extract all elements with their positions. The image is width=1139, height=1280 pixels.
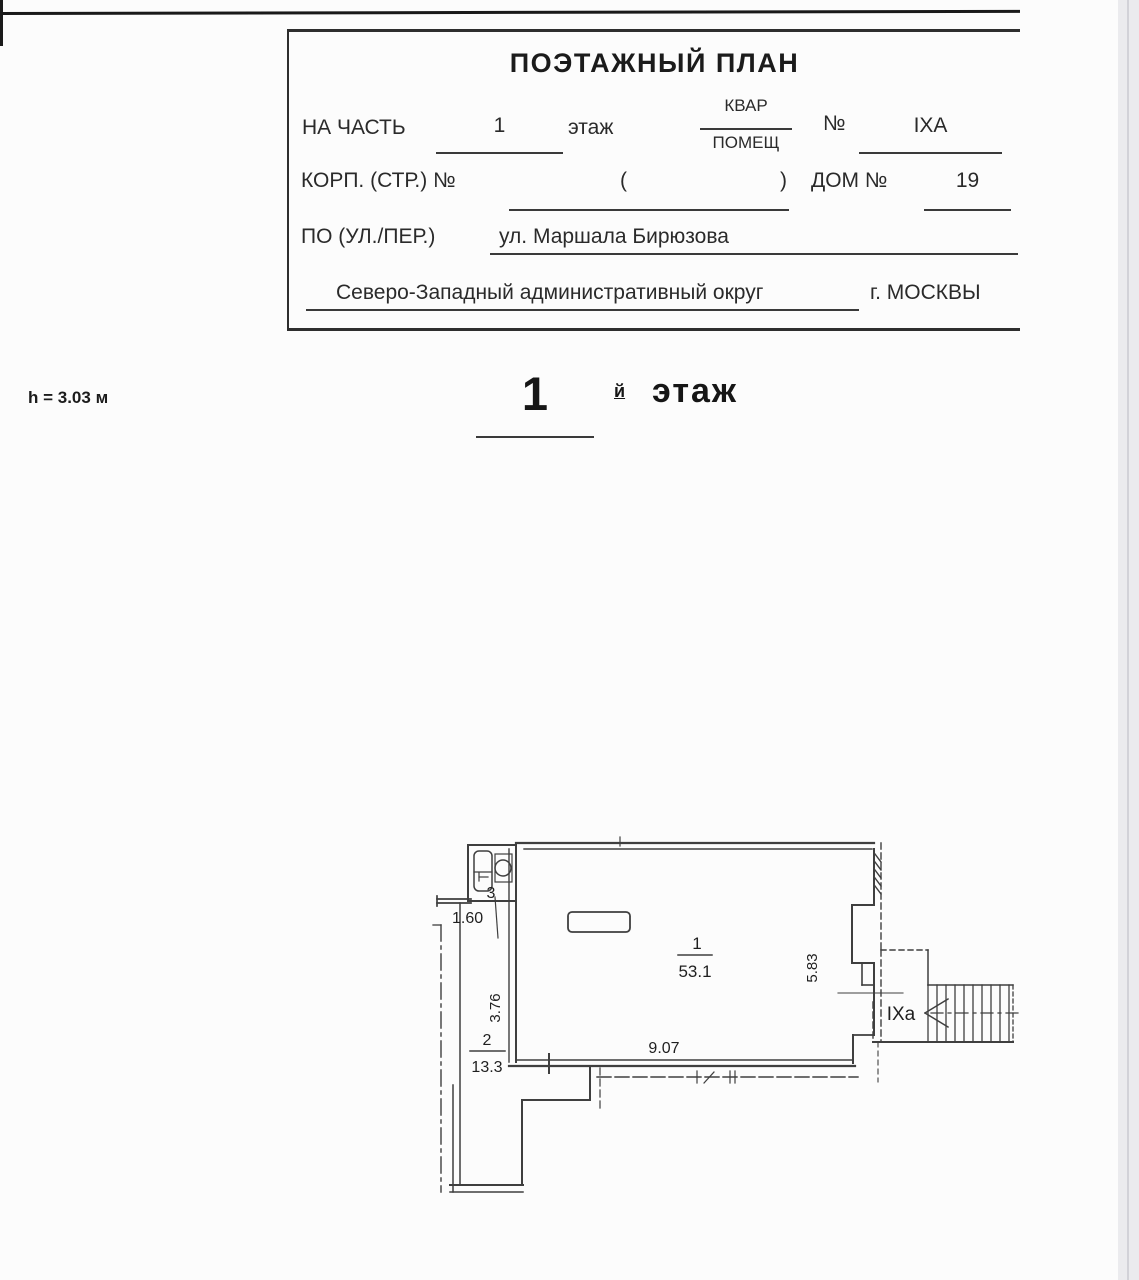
room3-number: 3: [486, 885, 496, 902]
field-underline: [924, 209, 1011, 211]
paren-close: ): [780, 169, 787, 192]
pomesch-label: ПОМЕЩ: [712, 133, 780, 152]
dim-3-76: 3.76: [487, 993, 504, 1023]
right-wall-niche: [838, 843, 903, 1063]
dim-9-07: 9.07: [648, 1040, 680, 1057]
fraction-rule: [700, 128, 792, 130]
dom-value: 19: [955, 169, 980, 192]
floor-number: 1: [521, 367, 549, 420]
street-label: ПО (УЛ./ПЕР.): [301, 225, 436, 248]
staircase: [925, 985, 1018, 1042]
floor-plan-drawing: [430, 820, 1030, 1210]
scan-right-margin-line: [1127, 0, 1129, 1280]
field-underline: [306, 309, 859, 311]
lower-wall-face: [597, 1068, 858, 1110]
room2-area: 13.3: [471, 1059, 503, 1076]
title-block: [287, 29, 1020, 331]
dom-label: ДОМ №: [811, 169, 888, 192]
city-value: г. МОСКВЫ: [870, 281, 981, 304]
kvar-label: КВАР: [724, 96, 768, 115]
page-left-edge-mark: [0, 0, 3, 46]
na-chast-value: 1: [493, 114, 506, 137]
room1-area: 53.1: [678, 962, 712, 981]
floor-number-underline: [476, 436, 594, 438]
floor-suffix: й: [614, 381, 626, 401]
korp-label: КОРП. (СТР.) №: [301, 169, 456, 192]
floor-word: этаж: [652, 372, 738, 410]
plan-labels: [452, 885, 916, 1076]
number-value: IXA: [913, 114, 948, 137]
na-chast-label: НА ЧАСТЬ: [302, 116, 406, 139]
number-sign: №: [823, 112, 846, 135]
district-value: Северо-Западный административный округ: [336, 281, 764, 304]
room2-number: 2: [482, 1032, 492, 1049]
dim-1-60: 1.60: [452, 910, 484, 927]
room-label-fraction-rules: [470, 955, 712, 1051]
room2-walls: [450, 903, 590, 1192]
document-title: ПОЭТАЖНЫЙ ПЛАН: [509, 48, 800, 78]
street-value: ул. Маршала Бирюзова: [499, 225, 729, 248]
field-underline: [490, 253, 1018, 255]
etazh-label: этаж: [568, 116, 614, 139]
dim-5-83: 5.83: [804, 953, 821, 983]
room1-number: 1: [692, 934, 702, 953]
exterior-walls: [433, 896, 516, 1192]
paren-open: (: [620, 169, 627, 192]
field-underline: [509, 209, 789, 211]
stair-label: IXa: [886, 1004, 916, 1025]
room3-leader-line: [495, 897, 498, 938]
page-top-rule: [0, 10, 1020, 15]
fixture-rect: [568, 912, 630, 932]
field-underline: [859, 152, 1002, 154]
field-underline: [436, 152, 563, 154]
ceiling-height-note: h = 3.03 м: [28, 388, 109, 407]
